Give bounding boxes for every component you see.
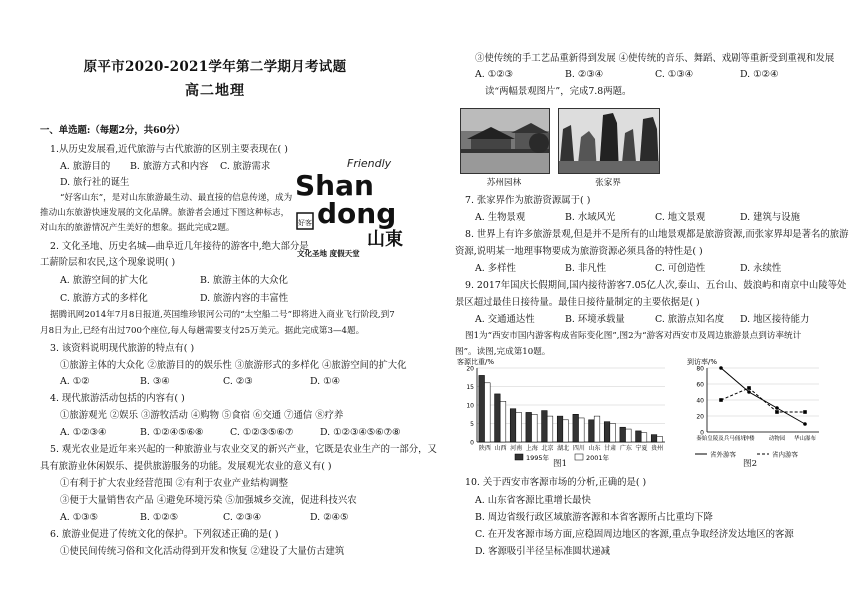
fig1-bar — [594, 416, 600, 442]
shandong-logo-graphic — [295, 155, 430, 260]
zhangjiajie-caption: 张家界 — [595, 178, 621, 188]
fig1-bar — [516, 412, 522, 442]
fig1-x-tick-label: 河南 — [510, 445, 523, 452]
intro-landscapes: 读“两幅景观图片”，完成7.8两题。 — [485, 86, 632, 97]
q9-option-d: D. 地区接待能力 — [740, 314, 810, 325]
fig2-legend-label: 省内游客 — [772, 450, 798, 459]
q7-option-b: B. 水域风光 — [565, 212, 616, 223]
fig1-bar — [532, 414, 538, 442]
fig1-x-tick-label: 甘肃 — [604, 445, 617, 452]
fig1-x-tick-label: 广东 — [619, 445, 632, 452]
fig1-y-tick-label: 20 — [466, 365, 474, 373]
question-3: 3. 该资料说明现代旅游的特点有( ) — [50, 343, 195, 354]
fig2-x-tick-label: 华山瀑布 — [793, 436, 817, 442]
q10-option-b: B. 周边省级行政区域旅游客源和本省客源所占比重均下降 — [475, 512, 713, 523]
q2-option-d: D. 旅游内容的丰富性 — [200, 293, 289, 304]
q8-option-b: B. 非凡性 — [565, 263, 606, 274]
fig2-point — [719, 366, 723, 370]
logo-shan: Shan — [295, 169, 374, 202]
fig2-point — [803, 422, 807, 426]
fig1-bar — [495, 394, 501, 442]
question-9-line2: 景区超过最佳日接待量。最佳日接待量制定的主要依据是( ) — [455, 297, 700, 308]
fig1-bar — [610, 424, 616, 443]
section-heading: 一、单选题:（每题2分，共60分） — [40, 125, 185, 136]
fig1-y-axis-label: 客源比重/% — [457, 358, 495, 366]
fig1-bar — [500, 401, 506, 442]
question-8-line2: 资源,说明某一地理事物要成为旅游资源必须具备的特性是( ) — [455, 246, 703, 257]
fig1-bar — [636, 431, 642, 442]
fig1-bar — [573, 414, 579, 442]
logo-seal-text: 好客 — [298, 219, 312, 227]
fig1-bar — [557, 416, 563, 442]
fig1-x-tick-label: 北京 — [541, 445, 554, 452]
fig1-x-tick-label: 山西 — [494, 445, 507, 452]
fig1-x-tick-label: 陕西 — [478, 445, 491, 452]
fig2-point — [775, 406, 779, 410]
page-subtitle: 高二地理 — [185, 83, 245, 99]
suzhou-caption: 苏州园林 — [486, 178, 522, 188]
suzhou-garden-photo — [460, 108, 550, 174]
question-9-line1: 9. 2017年国庆长假期间,国内接待游客7.05亿人次,泰山、五台山、鼓浪屿和南京中山陵等处 — [465, 280, 847, 291]
q9-option-c: C. 旅游点知名度 — [655, 314, 725, 325]
fig1-x-tick-label: 四川 — [572, 445, 585, 452]
q1-option-c: C. 旅游需求 — [220, 161, 271, 172]
fig2-y-tick-label: 80 — [696, 365, 704, 373]
fig2-x-tick-label: 动物园 — [768, 436, 786, 442]
q2-option-a: A. 旅游空间的扩大化 — [60, 275, 148, 286]
q4-option-d: D. ①②③④⑤⑥⑦⑧ — [320, 427, 401, 438]
question-2-line2: 工薪阶层和农民,这个现象说明( ) — [40, 257, 176, 268]
fig2-point — [747, 386, 751, 390]
q6-items-2: ③使传统的手工艺品重新得到发展 ④使传统的音乐、舞蹈、戏剧等重新受到重视和发展 — [475, 53, 835, 64]
q6-option-a: A. ①②③ — [475, 69, 513, 80]
question-2-line1: 2. 文化圣地、历史名城—曲阜近几年接待的游客中,绝大部分是 — [50, 241, 309, 252]
question-7: 7. 张家界作为旅游资源属于( ) — [465, 195, 591, 206]
fig2-point — [775, 410, 779, 414]
question-5-line1: 5. 观光农业是近年来兴起的一种旅游业与农业交叉的新兴产业，它既是农业生产的一部分，又 — [50, 444, 437, 455]
fig2-y-tick-label: 60 — [696, 381, 704, 389]
fig1-bar — [626, 429, 632, 442]
q9-option-b: B. 环境承载量 — [565, 314, 625, 325]
intro-spaceship-1: 据腾讯网2014年7月8日报道,英国维珍银河公司的“太空船二号”即将进入商业飞行阶段,到7 — [50, 310, 395, 320]
fig1-bar — [510, 409, 516, 442]
q5-items-1: ①有利于扩大农业经营范围 ②有利于农业产业结构调整 — [60, 478, 288, 489]
q4-option-c: C. ①②③⑤⑥⑦ — [230, 427, 294, 438]
intro-figures-2: 图”。读图,完成第10题。 — [455, 347, 551, 357]
fig1-y-tick-label: 5 — [470, 421, 474, 428]
fig1-x-tick-label: 贵州 — [651, 445, 664, 452]
figure-1-bar-chart — [455, 356, 670, 468]
shandong-logo — [295, 155, 430, 260]
fig2-series-line — [721, 368, 805, 424]
question-10: 10. 关于西安市客源市场的分析,正确的是( ) — [465, 477, 647, 488]
fig2-y-tick-label: 40 — [696, 397, 704, 405]
fig1-bar — [563, 420, 569, 442]
fig1-bar — [485, 383, 491, 442]
q6-items-1: ①使民间传统习俗和文化活动得到开发和恢复 ②建设了大量仿古建筑 — [60, 546, 345, 557]
fig1-y-tick-label: 15 — [466, 384, 474, 391]
fig1-x-tick-label: 上海 — [525, 445, 538, 452]
q9-option-a: A. 交通通达性 — [475, 314, 535, 325]
intro-spaceship-2: 月8日为止,已经有出过700个座位,每人每趟需要支付25万美元。据此完成第3—4题。 — [40, 326, 365, 336]
fig1-x-tick-label: 山东 — [588, 445, 601, 452]
fig1-bar — [589, 420, 595, 442]
fig2-point — [747, 390, 751, 394]
fig2-y-axis-label: 到访率/% — [687, 358, 718, 366]
q8-option-a: A. 多样性 — [475, 263, 516, 274]
logo-cn-name: 山東 — [367, 229, 403, 250]
question-6: 6. 旅游业促进了传统文化的保护。下列叙述正确的是( ) — [50, 529, 279, 540]
q3-option-a: A. ①② — [60, 376, 90, 387]
figure-1-label: 图1 — [552, 459, 568, 469]
fig1-legend-label: 1995年 — [526, 454, 550, 462]
question-8-line1: 8. 世界上有许多旅游景观,但是并不是所有的山地景观都是旅游资源,而张家界却是著名的旅游 — [465, 229, 849, 240]
q3-option-d: D. ①④ — [310, 376, 340, 387]
q3-option-b: B. ③④ — [140, 376, 170, 387]
fig1-x-tick-label: 湖北 — [557, 445, 570, 452]
intro-shandong-3: 对山东的旅游情况产生美好的想象。据此完成2题。 — [40, 223, 235, 233]
fig1-bar — [620, 427, 626, 442]
zhangjiajie-photo — [558, 108, 660, 174]
q4-option-b: B. ①②④⑤⑥⑧ — [140, 427, 204, 438]
q7-option-a: A. 生物景观 — [475, 212, 526, 223]
fig1-bar — [604, 422, 610, 442]
fig1-legend-label: 2001年 — [586, 454, 610, 462]
zhangjiajie-image — [559, 109, 659, 173]
q5-items-2: ③便于大量销售农产品 ④避免环境污染 ⑤加强城乡交流，促进科技兴农 — [60, 495, 357, 506]
fig1-bar — [579, 418, 585, 442]
fig1-y-tick-label: 10 — [466, 402, 474, 410]
q5-option-b: B. ①②⑤ — [140, 512, 179, 523]
q1-option-d: D. 旅行社的诞生 — [60, 177, 130, 188]
q1-option-b: B. 旅游方式和内容 — [130, 161, 209, 172]
q3-option-c: C. ②③ — [223, 376, 253, 387]
q5-option-a: A. ①③⑤ — [60, 512, 98, 523]
question-4: 4. 现代旅游活动包括的内容有( ) — [50, 393, 185, 404]
question-1: 1.从历史发展看,近代旅游与古代旅游的区别主要表现在( ) — [50, 144, 288, 155]
logo-tagline: 文化圣地 度假天堂 — [297, 249, 360, 258]
q8-option-c: C. 可创造性 — [655, 263, 706, 274]
suzhou-garden-image — [461, 109, 549, 173]
fig1-bar — [651, 435, 657, 442]
intro-shandong-1: “好客山东”，是对山东旅游最生动、最直接的信息传递，成为 — [60, 193, 293, 203]
fig1-bar — [542, 411, 548, 442]
fig2-x-tick-label: 钟楼 — [743, 436, 755, 442]
q10-option-c: C. 在开发客源市场方面,应稳固周边地区的客源,重点争取经济发达地区的客源 — [475, 529, 794, 540]
fig1-bar — [479, 375, 485, 442]
q10-option-d: D. 客源吸引半径呈标准圆状递减 — [475, 546, 611, 557]
intro-shandong-2: 推动山东旅游快速发展的文化品牌。旅游者会通过下图这种标志， — [40, 208, 290, 218]
fig1-x-tick-label: 宁夏 — [635, 445, 648, 452]
q2-option-c: C. 旅游方式的多样化 — [60, 293, 148, 304]
figure-2-label: 图2 — [742, 459, 758, 469]
q4-items: ①旅游观光 ②娱乐 ③游牧活动 ④购物 ⑤食宿 ⑥交通 ⑦通信 ⑧疗养 — [60, 410, 344, 421]
fig2-legend-label: 省外游客 — [710, 450, 736, 459]
q7-option-c: C. 地文景观 — [655, 212, 706, 223]
logo-dong: dong — [317, 197, 397, 230]
q10-option-a: A. 山东省客源比重增长最快 — [475, 495, 591, 506]
q3-items: ①旅游主体的大众化 ②旅游目的的娱乐性 ③旅游形式的多样化 ④旅游空间的扩大化 — [60, 360, 407, 371]
fig2-y-tick-label: 0 — [700, 429, 704, 437]
fig1-bar — [547, 416, 553, 442]
q6-option-b: B. ②③④ — [565, 69, 604, 80]
q7-option-d: D. 建筑与设施 — [740, 212, 801, 223]
fig2-point — [719, 398, 723, 402]
fig1-y-tick-label: 0 — [470, 439, 474, 447]
fig1-bar — [657, 436, 663, 442]
q1-option-a: A. 旅游目的 — [60, 161, 111, 172]
figure-2-line-chart — [685, 356, 825, 468]
fig1-bar — [526, 412, 532, 442]
fig2-point — [803, 410, 807, 414]
logo-friendly: Friendly — [347, 157, 392, 170]
question-5-line2: 具有旅游业休闲娱乐、提供旅游服务的功能。发展观光农业的意义有( ) — [40, 461, 332, 472]
q8-option-d: D. 永续性 — [740, 263, 782, 274]
intro-figures-1: 图1为“西安市国内游客构成省际变化图”,图2为“游客对西安市及周边旅游景点到访率统计 — [465, 331, 802, 341]
q5-option-d: D. ②④⑤ — [310, 512, 349, 523]
fig2-y-tick-label: 20 — [696, 413, 704, 421]
q6-option-c: C. ①③④ — [655, 69, 694, 80]
q6-option-d: D. ①②④ — [740, 69, 779, 80]
q2-option-b: B. 旅游主体的大众化 — [200, 275, 288, 286]
q4-option-a: A. ①②③④ — [60, 427, 107, 438]
q5-option-c: C. ②③④ — [223, 512, 262, 523]
fig2-x-tick-label: 秦始皇陵及兵马俑坑 — [696, 436, 746, 442]
page-title: 原平市2020-2021学年第二学期月考试题 — [83, 59, 347, 75]
fig1-bar — [641, 433, 647, 442]
